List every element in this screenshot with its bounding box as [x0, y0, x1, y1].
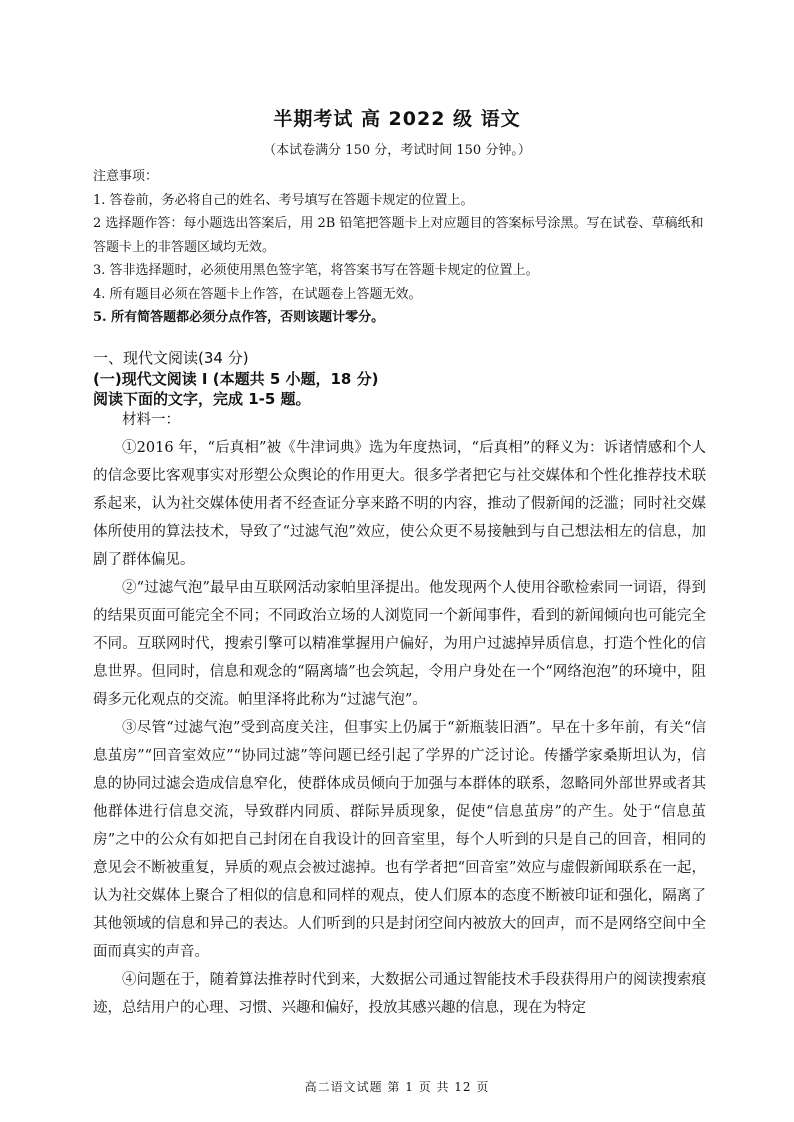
note-item-2: 2 选择题作答：每小题选出答案后，用 2B 铅笔把答题卡上对应题目的答案标号涂黑。写在试卷、草稿纸和答题卡上的非答题区域均无效。	[93, 216, 704, 255]
section-instruction: 阅读下面的文字，完成 1-5 题。	[93, 390, 311, 408]
passage-paragraph-3: ③尽管“过滤气泡”受到高度关注，但事实上仍属于“新瓶装旧酒”。早在十多年前，有关“信息茧房”“回音室效应”“协同过滤”等问题已经引起了学界的广泛讨论。传播学家桑斯坦认为，信息的协同过滤会造成信息窄化，使群体成员倾向于加强与本群体的联系，忽略同外部世界或者其他群体进行信息交流，导致群内同质、群际异质现象，促使“信息茧房”的产生。处于“信息茧房”之中的公众有如把自己封闭在自我设计的回音室里，每个人听到的只是自己的回音，相同的意见会不断被重复，异质的观点会被过滤掉。也有学者把“回音室”效应与虚假新闻联系在一起，认为社交媒体上聚合了相似的信息和同样的观点，使人们原本的态度不断被印证和强化，隔离了其他领域的信息和异己的表达。人们听到的只是封闭空间内被放大的回声，而不是网络空间中全面而真实的声音。	[93, 720, 706, 960]
passage-label: 材料一：	[122, 412, 180, 428]
note-item-3: 3. 答非选择题时，必须使用黑色签字笔，将答案书写在答题卡规定的位置上。	[93, 263, 539, 278]
note-item-4: 4. 所有题目必须在答题卡上作答，在试题卷上答题无效。	[93, 286, 422, 302]
notes-block	[93, 165, 713, 330]
notes-heading: 注意事项：	[93, 169, 159, 184]
passage-paragraph-2: ②“过滤气泡”最早由互联网活动家帕里泽提出。他发现两个人使用谷歌检索同一词语，得到的结果页面可能完全不同；不同政治立场的人浏览同一个新闻事件，看到的新闻倾向也可能完全不同。互联网时代，搜索引擎可以精准掌握用户偏好，为用户过滤掉异质信息，打造个性化的信息世界。但同时，信息和观念的“隔离墙”也会筑起，令用户身处在一个“网络泡泡”的环境中，阻碍多元化观点的交流。帕里泽将此称为“过滤气泡”。	[93, 580, 706, 708]
passage-paragraph-1: ①2016 年，“后真相”被《牛津词典》选为年度热词，“后真相”的释义为：诉诸情感和个人的信念要比客观事实对形塑公众舆论的作用更大。很多学者把它与社交媒体和个性化推荐技术联系起来，认为社交媒体使用者不经查证分享来路不明的内容，推动了假新闻的泛滥；同时社交媒体所使用的算法技术，导致了“过滤气泡”效应，使公众更不易接触到与自己想法相左的信息，加剧了群体偏见。	[93, 440, 706, 568]
passage-body	[93, 406, 706, 1022]
note-item-5: 5. 所有简答题都必须分点作答，否则该题计零分。	[93, 310, 385, 325]
note-item-1: 1. 答卷前，务必将自己的姓名、考号填写在答题卡规定的位置上。	[93, 192, 474, 208]
section-heading-part1: 一、现代文阅读(34 分)	[93, 349, 249, 367]
page-footer: 高二语文试题 第 1 页 共 12 页	[304, 1080, 490, 1094]
exam-title: 半期考试 高 2022 级 语文	[273, 108, 521, 130]
exam-subtitle: （本试卷满分 150 分，考试时间 150 分钟。）	[263, 143, 531, 158]
section-heading-sub1: (一)现代文阅读 I (本题共 5 小题，18 分)	[93, 370, 379, 388]
passage-paragraph-4: ④问题在于，随着算法推荐时代到来，大数据公司通过智能技术手段获得用户的阅读搜索痕迹，总结用户的心理、习惯、兴趣和偏好，投放其感兴趣的信息，现在为特定	[93, 972, 706, 1016]
